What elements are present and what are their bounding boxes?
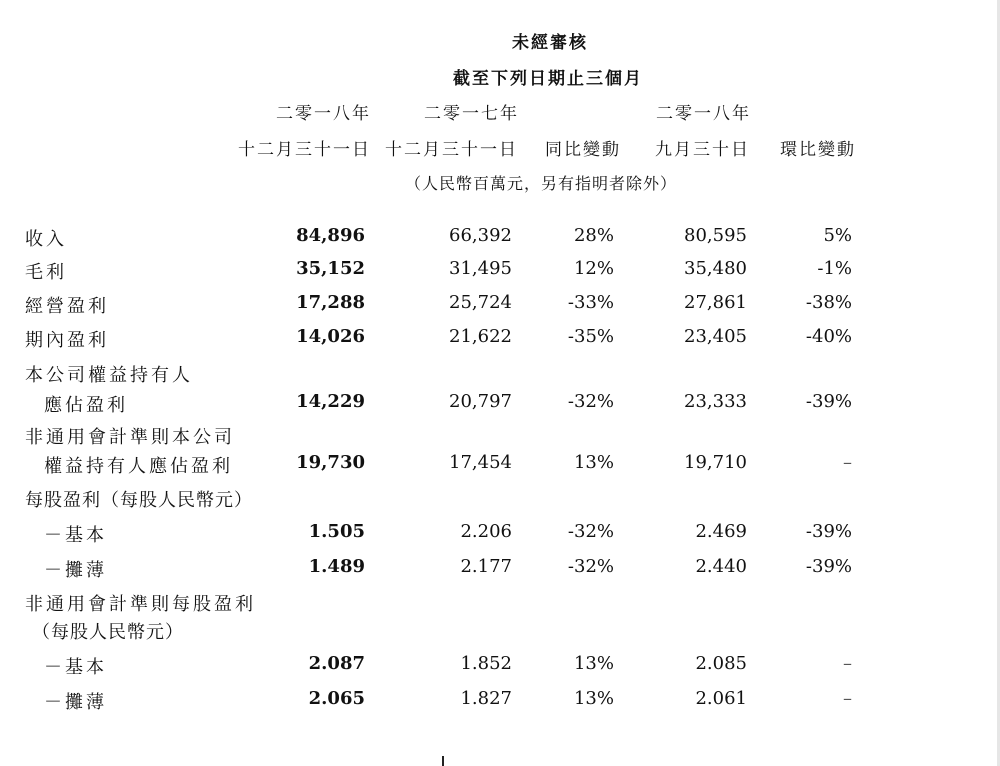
row-label: －攤薄 (44, 560, 107, 581)
cell-yoy: 13% (573, 653, 614, 674)
row-label-line2: 應佔盈利 (44, 395, 128, 416)
cell-2018q4: 2.087 (308, 653, 365, 674)
cell-yoy: -35% (567, 326, 614, 347)
cell-yoy: -32% (567, 391, 614, 412)
cell-qoq: -38% (805, 292, 852, 313)
cell-2017q4: 31,495 (449, 258, 512, 279)
cell-2017q4: 17,454 (449, 452, 512, 473)
cell-qoq-empty: – (843, 653, 852, 674)
col4-year: 二零一八年 (656, 104, 751, 124)
cell-2018q3: 27,861 (684, 292, 747, 313)
row-label: 收入 (25, 229, 67, 250)
cell-yoy: 13% (573, 688, 614, 709)
row-label: －基本 (44, 657, 107, 678)
cell-2018q4: 84,896 (296, 225, 365, 246)
col3-yoy-header: 同比變動 (545, 140, 621, 160)
cell-2017q4: 1.827 (460, 688, 512, 709)
cell-2018q4: 1.489 (308, 556, 365, 577)
col2-date: 十二月三十一日 (385, 140, 518, 160)
cell-2018q4: 19,730 (296, 452, 365, 473)
col4-date: 九月三十日 (655, 140, 750, 160)
cell-2018q3: 2.085 (695, 653, 747, 674)
cell-2018q4: 17,288 (296, 292, 365, 313)
row-label: 經營盈利 (25, 296, 109, 317)
cell-2018q3: 19,710 (684, 452, 747, 473)
cell-2018q4: 14,026 (296, 326, 365, 347)
col5-qoq-header: 環比變動 (780, 140, 856, 160)
col1-date: 十二月三十一日 (238, 140, 371, 160)
section-label: 每股盈利（每股人民幣元） (25, 490, 253, 511)
cell-qoq-empty: – (843, 452, 852, 473)
cell-2017q4: 2.206 (460, 521, 512, 542)
cell-2018q4: 2.065 (308, 688, 365, 709)
row-label: －基本 (44, 525, 107, 546)
cell-2017q4: 66,392 (449, 225, 512, 246)
row-label-line1: 非通用會計準則本公司 (25, 427, 235, 448)
col1-year: 二零一八年 (276, 104, 371, 124)
cell-qoq: -39% (805, 556, 852, 577)
cell-2018q3: 35,480 (684, 258, 747, 279)
cell-2018q3: 80,595 (684, 225, 747, 246)
cell-qoq-empty: – (843, 688, 852, 709)
cell-2017q4: 21,622 (449, 326, 512, 347)
unit-note: （人民幣百萬元，另有指明者除外） (405, 174, 678, 193)
cell-2017q4: 1.852 (460, 653, 512, 674)
table-title: 未經審核 (512, 33, 588, 53)
cell-yoy: 28% (573, 225, 614, 246)
period-caption: 截至下列日期止三個月 (453, 69, 643, 89)
cell-2017q4: 20,797 (449, 391, 512, 412)
cell-qoq: 5% (823, 225, 852, 246)
cell-2018q4: 1.505 (308, 521, 365, 542)
cell-2018q4: 35,152 (296, 258, 365, 279)
row-label: －攤薄 (44, 692, 107, 713)
cell-2018q3: 2.061 (695, 688, 747, 709)
cell-qoq: -40% (805, 326, 852, 347)
col2-year: 二零一七年 (424, 104, 519, 124)
row-label: 毛利 (25, 262, 67, 283)
cell-2018q3: 23,405 (684, 326, 747, 347)
cell-2018q4: 14,229 (296, 391, 365, 412)
cell-2018q3: 2.440 (695, 556, 747, 577)
cell-qoq: -39% (805, 391, 852, 412)
row-label-line2: 權益持有人應佔盈利 (44, 456, 233, 477)
cell-2017q4: 25,724 (449, 292, 512, 313)
section-label-line1: 非通用會計準則每股盈利 (25, 594, 256, 615)
cell-2018q3: 2.469 (695, 521, 747, 542)
cell-2018q3: 23,333 (684, 391, 747, 412)
cell-yoy: -32% (567, 521, 614, 542)
row-label: 期內盈利 (25, 330, 109, 351)
cell-yoy: -32% (567, 556, 614, 577)
cell-qoq: -1% (817, 258, 852, 279)
row-label-line1: 本公司權益持有人 (25, 365, 193, 386)
section-label-line2: （每股人民幣元） (32, 622, 184, 643)
page-mark (442, 756, 444, 766)
cell-yoy: -33% (567, 292, 614, 313)
cell-yoy: 12% (573, 258, 614, 279)
cell-yoy: 13% (573, 452, 614, 473)
cell-qoq: -39% (805, 521, 852, 542)
cell-2017q4: 2.177 (460, 556, 512, 577)
